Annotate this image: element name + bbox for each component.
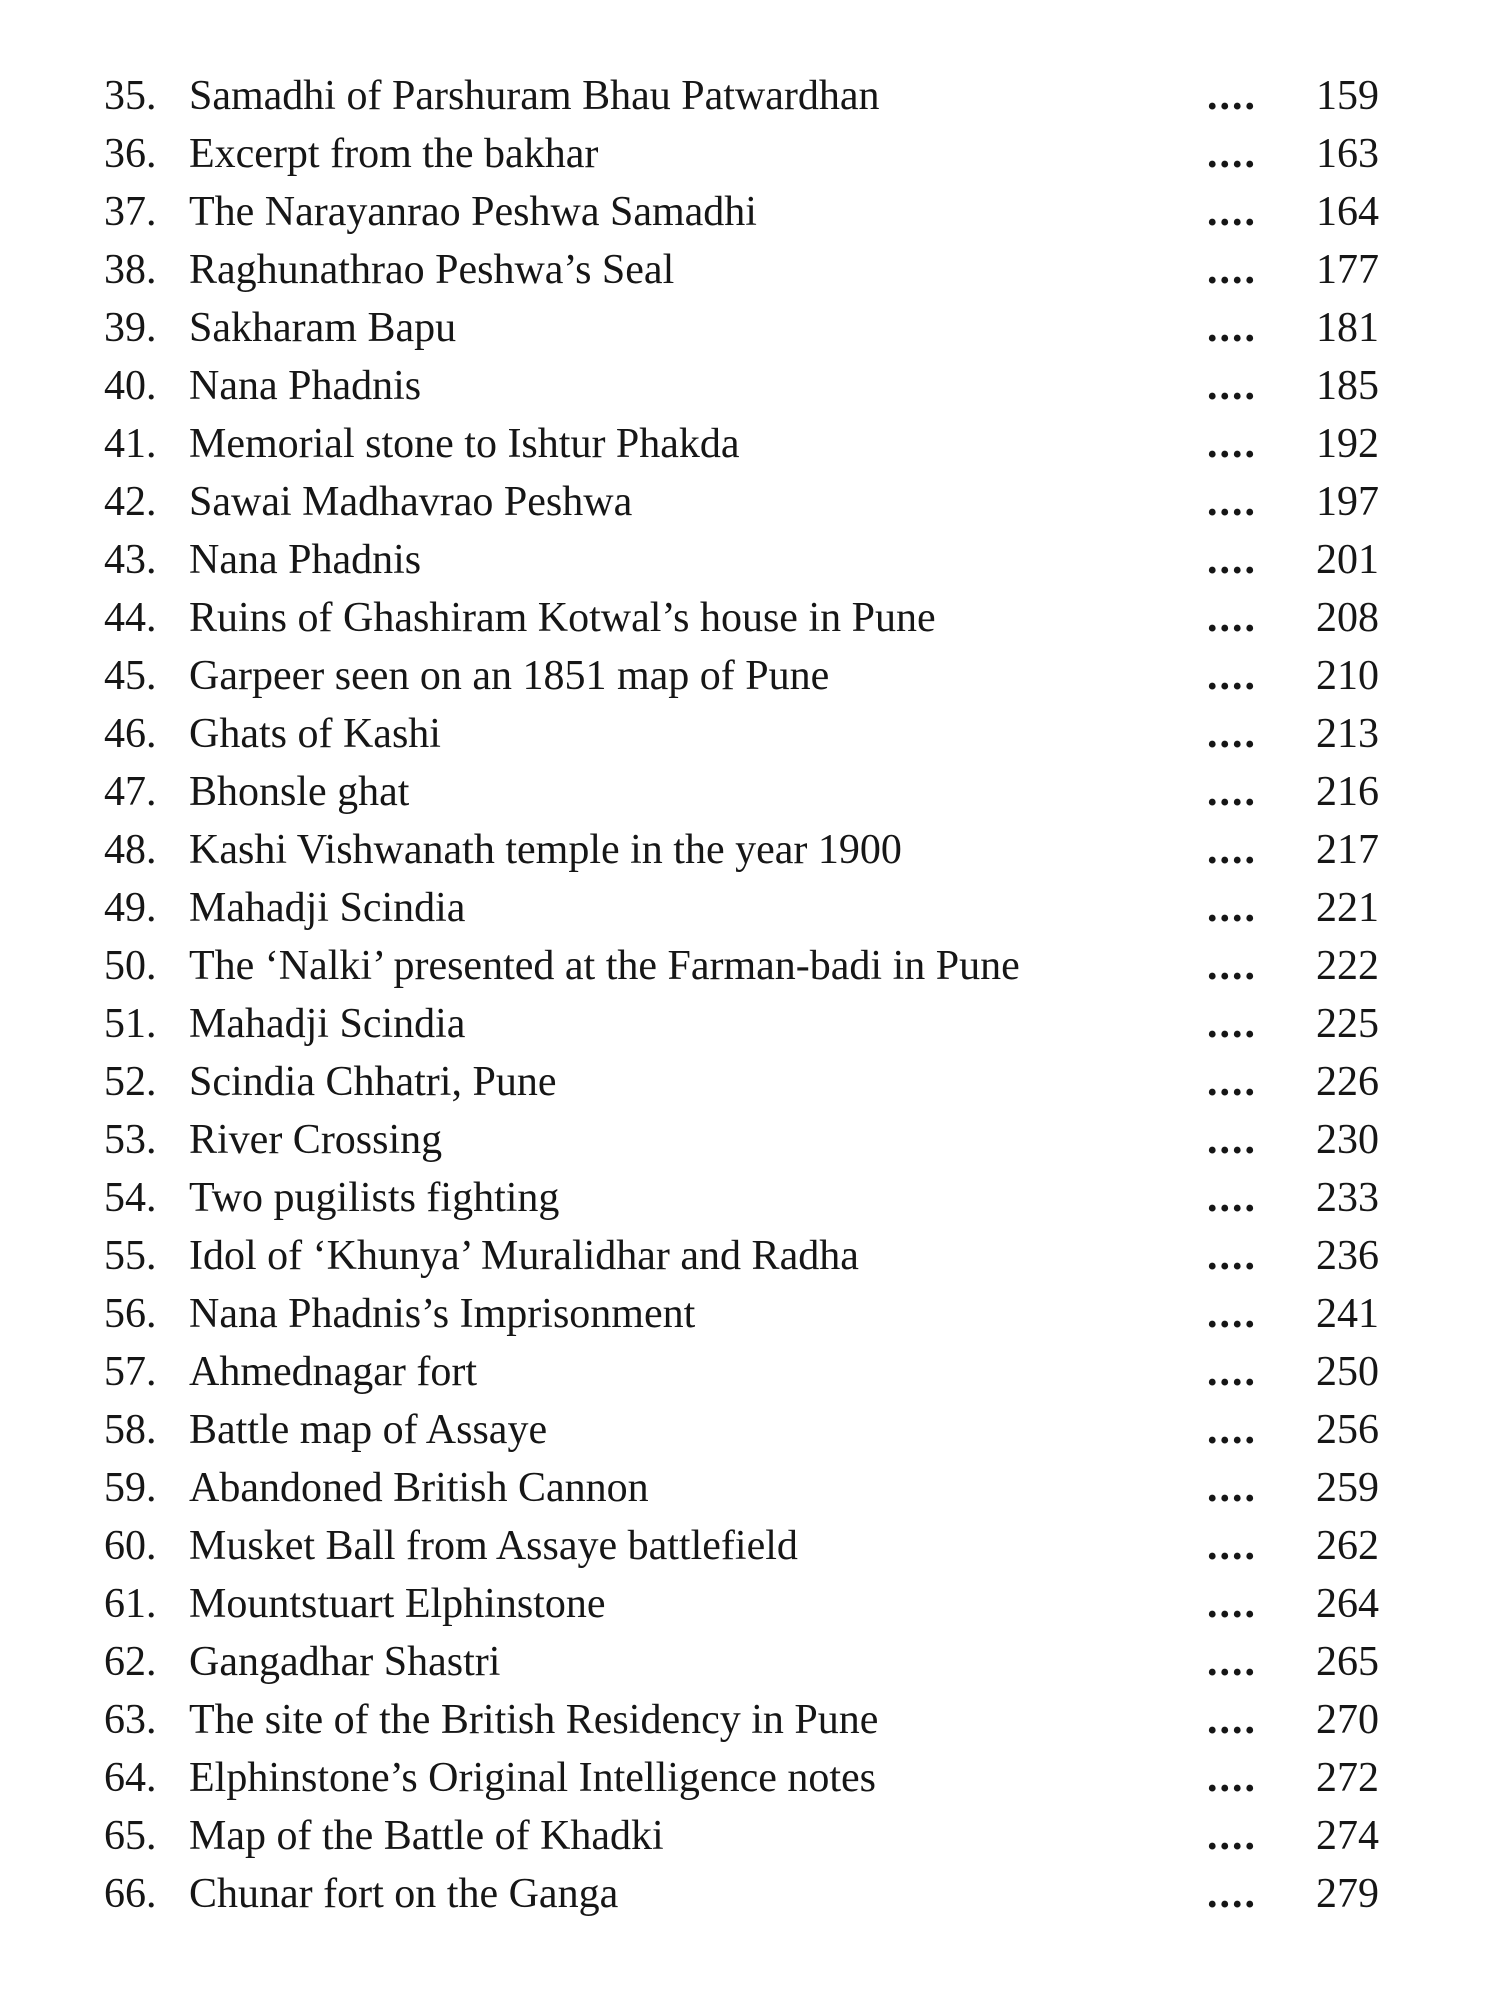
list-item — [104, 1517, 1379, 1575]
entry-page-number: 250 — [1316, 1349, 1379, 1395]
dot-leader: .... — [1207, 1001, 1257, 1047]
entry-number: 38. — [104, 247, 157, 293]
dot-leader: .... — [1207, 1291, 1257, 1337]
entry-title: Abandoned British Cannon — [189, 1465, 649, 1511]
list-item — [104, 1401, 1379, 1459]
dot-leader: .... — [1207, 537, 1257, 583]
entry-title: Battle map of Assaye — [189, 1407, 548, 1453]
entry-title: Nana Phadnis’s Imprisonment — [189, 1291, 696, 1337]
entry-page-number: 201 — [1316, 537, 1379, 583]
list-item — [104, 1633, 1379, 1691]
entry-title: Memorial stone to Ishtur Phakda — [189, 421, 740, 467]
list-item — [104, 937, 1379, 995]
entry-page-number: 264 — [1316, 1581, 1379, 1627]
list-item — [104, 183, 1379, 241]
entry-page-number: 210 — [1316, 653, 1379, 699]
dot-leader: .... — [1207, 1349, 1257, 1395]
dot-leader: .... — [1207, 1697, 1257, 1743]
list-item — [104, 415, 1379, 473]
entry-title: The ‘Nalki’ presented at the Farman-badi in Pune — [189, 943, 1020, 989]
list-item — [104, 125, 1379, 183]
dot-leader: .... — [1207, 479, 1257, 525]
entry-title: Samadhi of Parshuram Bhau Patwardhan — [189, 73, 880, 119]
dot-leader: .... — [1207, 1581, 1257, 1627]
entry-title: Map of the Battle of Khadki — [189, 1813, 664, 1859]
dot-leader: .... — [1207, 769, 1257, 815]
entry-title: Garpeer seen on an 1851 map of Pune — [189, 653, 830, 699]
dot-leader: .... — [1207, 131, 1257, 177]
entry-page-number: 197 — [1316, 479, 1379, 525]
entry-page-number: 213 — [1316, 711, 1379, 757]
entry-title: Nana Phadnis — [189, 537, 422, 583]
list-item — [104, 241, 1379, 299]
dot-leader: .... — [1207, 943, 1257, 989]
entry-number: 63. — [104, 1697, 157, 1743]
dot-leader: .... — [1207, 305, 1257, 351]
entry-title: Ahmednagar fort — [189, 1349, 478, 1395]
entry-page-number: 177 — [1316, 247, 1379, 293]
dot-leader: .... — [1207, 247, 1257, 293]
entry-number: 60. — [104, 1523, 157, 1569]
entry-number: 55. — [104, 1233, 157, 1279]
entry-number: 40. — [104, 363, 157, 409]
dot-leader: .... — [1207, 189, 1257, 235]
entry-title: Nana Phadnis — [189, 363, 422, 409]
dot-leader: .... — [1207, 421, 1257, 467]
list-item — [104, 1459, 1379, 1517]
entry-page-number: 181 — [1316, 305, 1379, 351]
entry-number: 35. — [104, 73, 157, 119]
entry-number: 46. — [104, 711, 157, 757]
entry-page-number: 241 — [1316, 1291, 1379, 1337]
entry-page-number: 274 — [1316, 1813, 1379, 1859]
entry-number: 52. — [104, 1059, 157, 1105]
entry-page-number: 222 — [1316, 943, 1379, 989]
entry-number: 58. — [104, 1407, 157, 1453]
entry-number: 66. — [104, 1871, 157, 1917]
entry-title: Idol of ‘Khunya’ Muralidhar and Radha — [189, 1233, 859, 1279]
dot-leader: .... — [1207, 595, 1257, 641]
entry-number: 47. — [104, 769, 157, 815]
dot-leader: .... — [1207, 1175, 1257, 1221]
list-item — [104, 763, 1379, 821]
entry-page-number: 192 — [1316, 421, 1379, 467]
entry-number: 45. — [104, 653, 157, 699]
dot-leader: .... — [1207, 885, 1257, 931]
dot-leader: .... — [1207, 73, 1257, 119]
entry-page-number: 159 — [1316, 73, 1379, 119]
dot-leader: .... — [1207, 1523, 1257, 1569]
entry-number: 43. — [104, 537, 157, 583]
entry-number: 41. — [104, 421, 157, 467]
entry-title: Elphinstone’s Original Intelligence notes — [189, 1755, 877, 1801]
entry-page-number: 272 — [1316, 1755, 1379, 1801]
entry-title: Ghats of Kashi — [189, 711, 441, 757]
entry-title: Sawai Madhavrao Peshwa — [189, 479, 633, 525]
list-item — [104, 1343, 1379, 1401]
list-item — [104, 1865, 1379, 1923]
entry-title: The Narayanrao Peshwa Samadhi — [189, 189, 757, 235]
list-item — [104, 473, 1379, 531]
list-item — [104, 647, 1379, 705]
dot-leader: .... — [1207, 1813, 1257, 1859]
entry-title: The site of the British Residency in Pune — [189, 1697, 879, 1743]
entry-page-number: 233 — [1316, 1175, 1379, 1221]
entry-page-number: 221 — [1316, 885, 1379, 931]
dot-leader: .... — [1207, 363, 1257, 409]
entry-page-number: 262 — [1316, 1523, 1379, 1569]
entry-page-number: 208 — [1316, 595, 1379, 641]
entry-title: Kashi Vishwanath temple in the year 1900 — [189, 827, 902, 873]
list-item — [104, 705, 1379, 763]
entry-title: Bhonsle ghat — [189, 769, 410, 815]
entry-title: Musket Ball from Assaye battlefield — [189, 1523, 798, 1569]
list-item — [104, 1053, 1379, 1111]
entry-number: 64. — [104, 1755, 157, 1801]
list-item — [104, 1807, 1379, 1865]
entry-page-number: 279 — [1316, 1871, 1379, 1917]
entry-title: Sakharam Bapu — [189, 305, 457, 351]
list-item — [104, 67, 1379, 125]
entry-title: River Crossing — [189, 1117, 443, 1163]
list-item — [104, 357, 1379, 415]
list-item — [104, 995, 1379, 1053]
entry-title: Raghunathrao Peshwa’s Seal — [189, 247, 675, 293]
entry-number: 39. — [104, 305, 157, 351]
entry-page-number: 270 — [1316, 1697, 1379, 1743]
list-item — [104, 1749, 1379, 1807]
entry-page-number: 236 — [1316, 1233, 1379, 1279]
dot-leader: .... — [1207, 1059, 1257, 1105]
list-item — [104, 879, 1379, 937]
entry-page-number: 225 — [1316, 1001, 1379, 1047]
entry-title: Excerpt from the bakhar — [189, 131, 599, 177]
dot-leader: .... — [1207, 1755, 1257, 1801]
entry-page-number: 259 — [1316, 1465, 1379, 1511]
list-item — [104, 1111, 1379, 1169]
list-item — [104, 821, 1379, 879]
entry-number: 59. — [104, 1465, 157, 1511]
entry-page-number: 256 — [1316, 1407, 1379, 1453]
entry-number: 62. — [104, 1639, 157, 1685]
dot-leader: .... — [1207, 827, 1257, 873]
dot-leader: .... — [1207, 1871, 1257, 1917]
dot-leader: .... — [1207, 711, 1257, 757]
entry-title: Two pugilists fighting — [189, 1175, 560, 1221]
entry-number: 51. — [104, 1001, 157, 1047]
entry-number: 53. — [104, 1117, 157, 1163]
entry-title: Chunar fort on the Ganga — [189, 1871, 619, 1917]
entry-page-number: 185 — [1316, 363, 1379, 409]
entry-number: 56. — [104, 1291, 157, 1337]
entry-page-number: 230 — [1316, 1117, 1379, 1163]
entry-number: 49. — [104, 885, 157, 931]
entry-title: Mahadji Scindia — [189, 885, 466, 931]
entry-number: 48. — [104, 827, 157, 873]
dot-leader: .... — [1207, 1233, 1257, 1279]
entry-title: Ruins of Ghashiram Kotwal’s house in Pune — [189, 595, 936, 641]
entry-title: Mahadji Scindia — [189, 1001, 466, 1047]
entry-number: 61. — [104, 1581, 157, 1627]
dot-leader: .... — [1207, 1117, 1257, 1163]
entry-number: 54. — [104, 1175, 157, 1221]
entry-page-number: 265 — [1316, 1639, 1379, 1685]
entry-number: 36. — [104, 131, 157, 177]
list-item — [104, 299, 1379, 357]
list-item — [104, 1285, 1379, 1343]
entry-page-number: 226 — [1316, 1059, 1379, 1105]
list-item — [104, 589, 1379, 647]
entry-title: Gangadhar Shastri — [189, 1639, 501, 1685]
entry-page-number: 163 — [1316, 131, 1379, 177]
entry-number: 42. — [104, 479, 157, 525]
list-item — [104, 1691, 1379, 1749]
entry-number: 50. — [104, 943, 157, 989]
dot-leader: .... — [1207, 653, 1257, 699]
list-item — [104, 1169, 1379, 1227]
entry-page-number: 217 — [1316, 827, 1379, 873]
entry-page-number: 216 — [1316, 769, 1379, 815]
list-item — [104, 1227, 1379, 1285]
illustrations-list — [104, 67, 1379, 1923]
list-item — [104, 531, 1379, 589]
entry-number: 65. — [104, 1813, 157, 1859]
entry-number: 37. — [104, 189, 157, 235]
list-item — [104, 1575, 1379, 1633]
entry-title: Scindia Chhatri, Pune — [189, 1059, 557, 1105]
dot-leader: .... — [1207, 1465, 1257, 1511]
entry-number: 44. — [104, 595, 157, 641]
dot-leader: .... — [1207, 1407, 1257, 1453]
entry-number: 57. — [104, 1349, 157, 1395]
entry-title: Mountstuart Elphinstone — [189, 1581, 606, 1627]
entry-page-number: 164 — [1316, 189, 1379, 235]
dot-leader: .... — [1207, 1639, 1257, 1685]
